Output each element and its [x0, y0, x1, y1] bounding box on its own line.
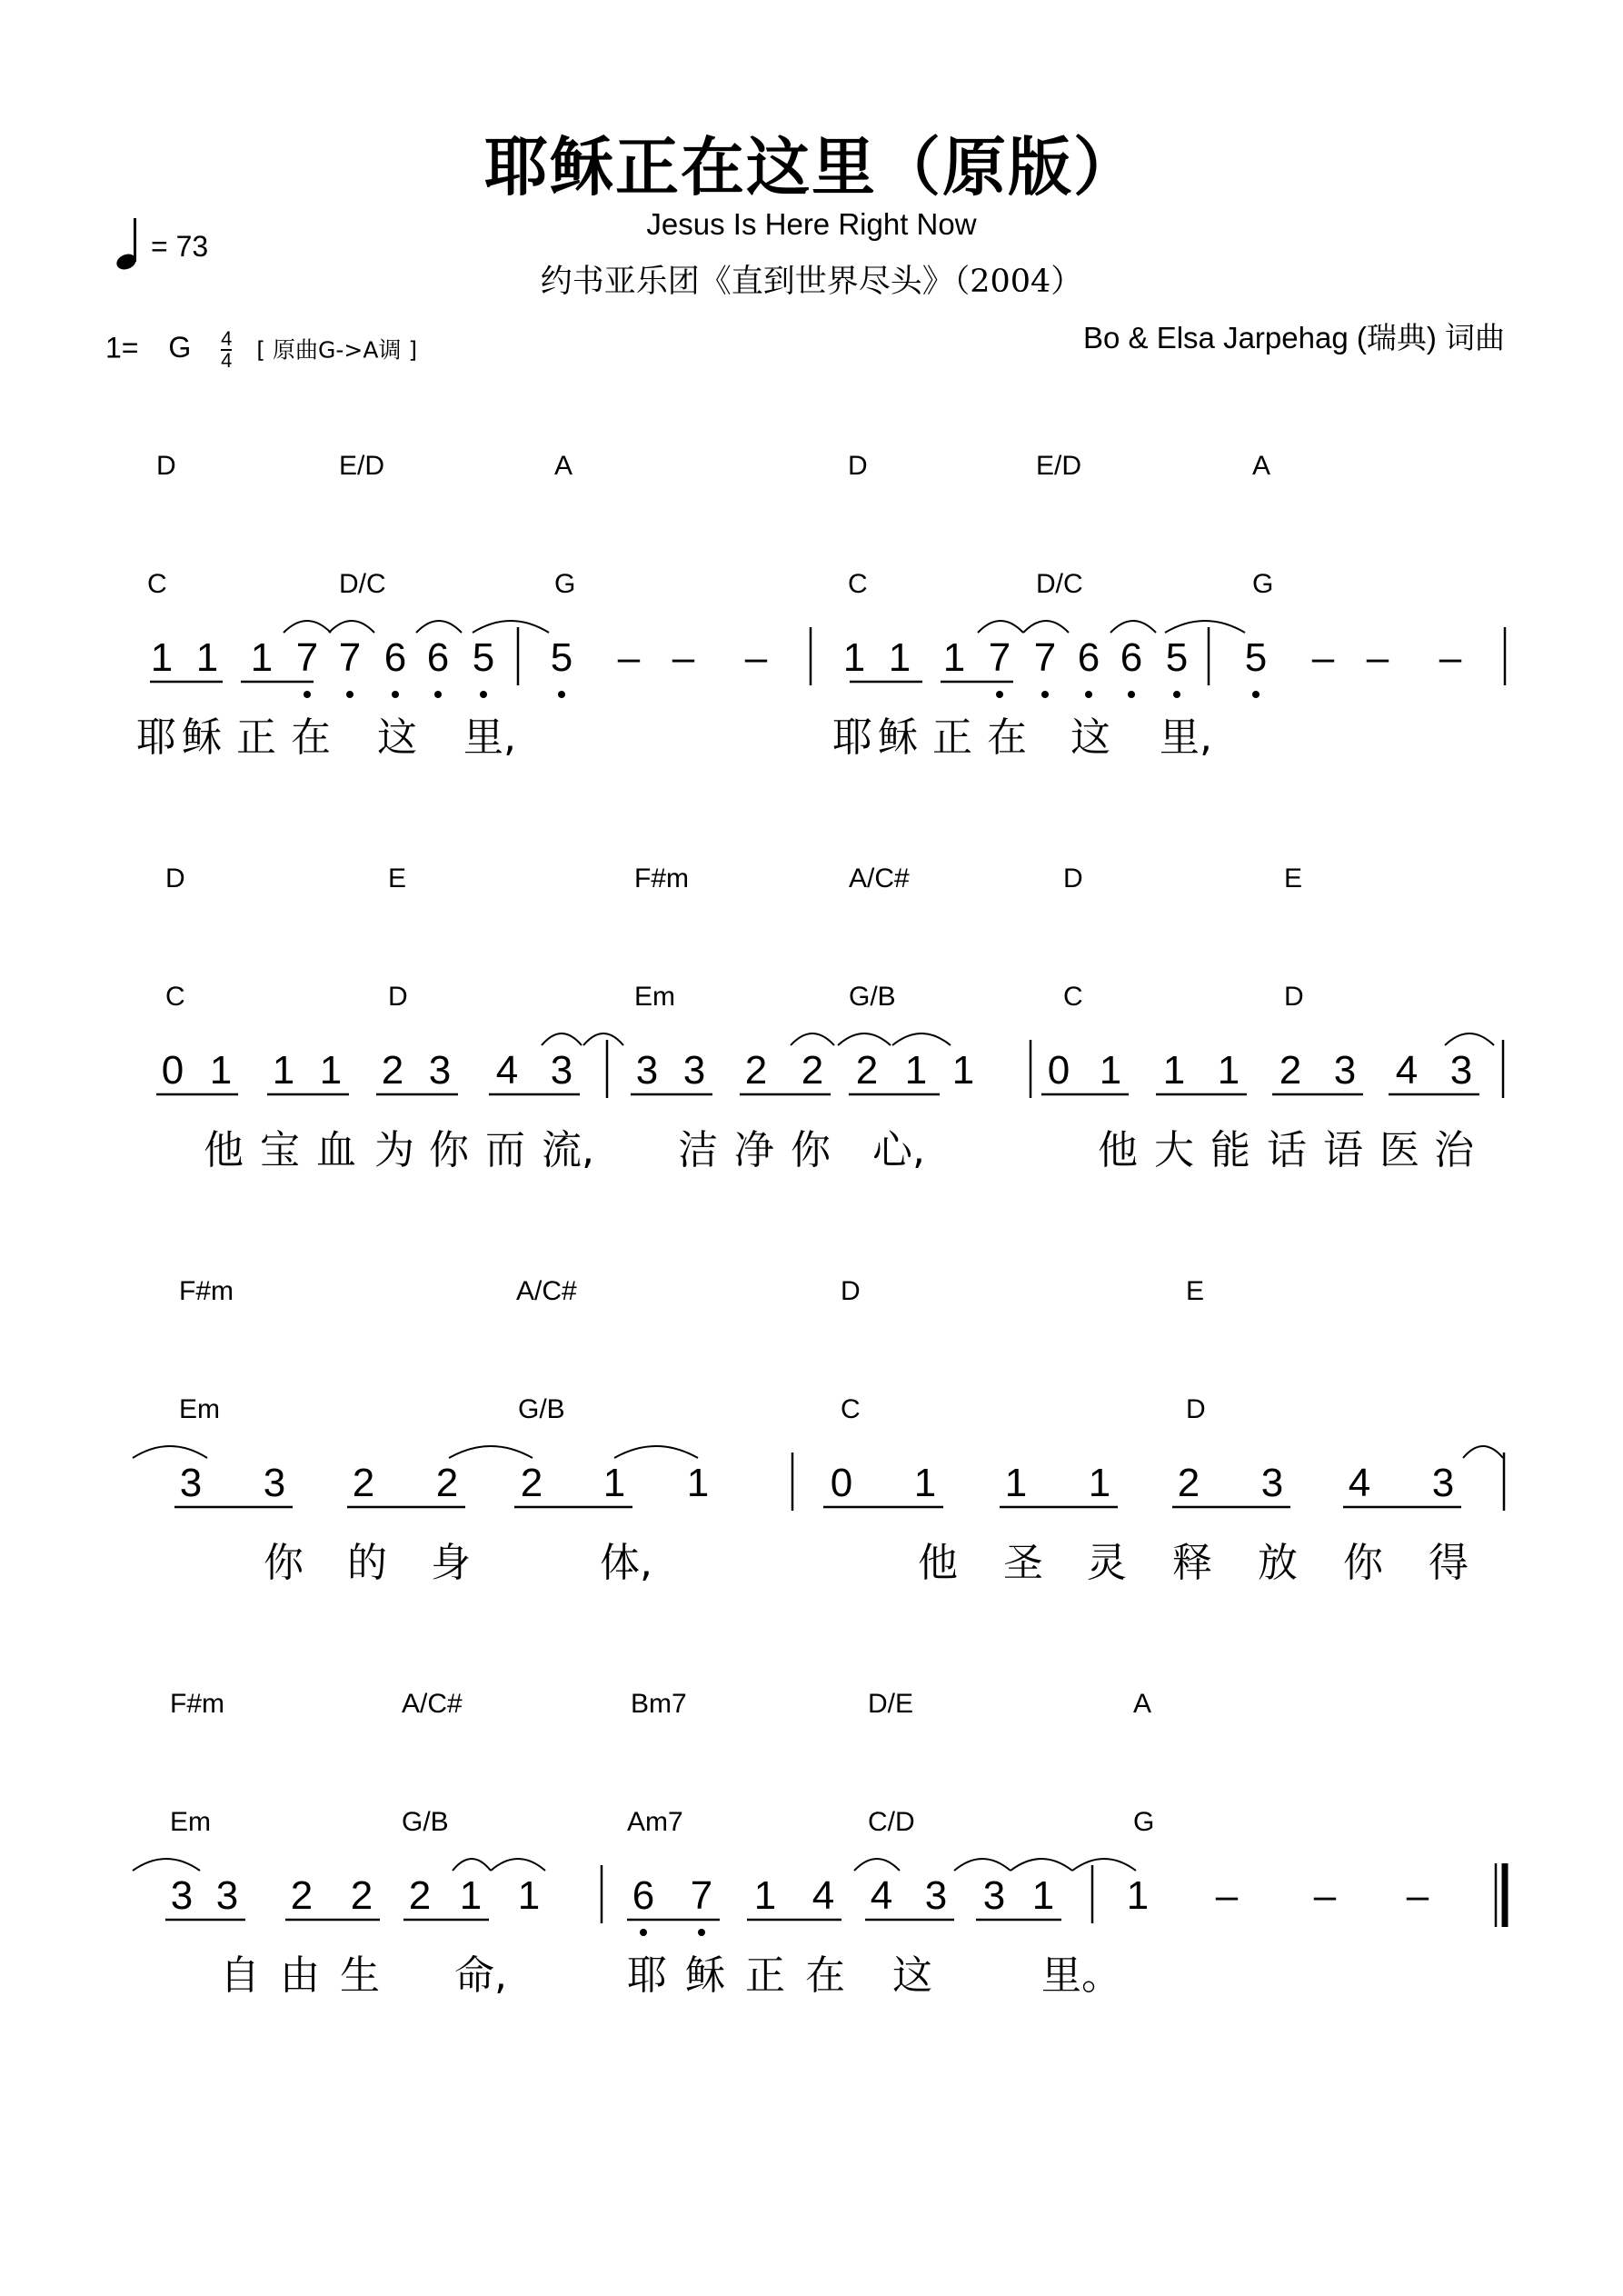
- note: 1: [459, 1873, 483, 1918]
- tie-slur: [1463, 1446, 1503, 1458]
- note: 1: [942, 635, 966, 680]
- chord-lower: Em: [634, 982, 675, 1012]
- note: 2: [855, 1048, 879, 1093]
- lyric-syllable: 治: [1434, 1127, 1474, 1173]
- note: 3: [982, 1873, 1006, 1918]
- tie-slur: [614, 1446, 698, 1458]
- low-octave-dot: [1173, 691, 1180, 698]
- lyric-syllable: 在: [805, 1952, 845, 1999]
- note: 0: [1047, 1048, 1070, 1093]
- lyric-syllable: 大: [1154, 1127, 1194, 1173]
- tie-slur: [449, 1446, 533, 1458]
- chord-upper: F#m: [634, 863, 689, 893]
- note: 4: [1348, 1461, 1371, 1505]
- lyric-syllable: 放: [1258, 1540, 1298, 1586]
- note: 2: [381, 1048, 404, 1093]
- note: 3: [263, 1461, 286, 1505]
- song-title: 耶稣正在这里（原版）: [484, 130, 1139, 205]
- sustain-dash: –: [1215, 1873, 1239, 1918]
- chord-lower: D: [1186, 1394, 1206, 1424]
- note: 1: [1162, 1048, 1186, 1093]
- low-octave-dot: [1041, 691, 1049, 698]
- tie-slur: [791, 1033, 834, 1045]
- low-octave-dot: [346, 691, 353, 698]
- chord-lower: C: [147, 569, 167, 599]
- tie-slur: [854, 1859, 900, 1871]
- chord-lower: D: [1284, 982, 1304, 1012]
- lyric-syllable: 医: [1379, 1127, 1419, 1173]
- chord-upper: D: [156, 451, 176, 481]
- low-octave-dot: [1128, 691, 1135, 698]
- chord-lower: D: [388, 982, 408, 1012]
- note: 4: [1395, 1048, 1419, 1093]
- chord-lower: G: [1133, 1807, 1155, 1837]
- low-octave-dot: [698, 1929, 705, 1936]
- chord-lower: Am7: [627, 1807, 683, 1837]
- lyric-syllable: 血: [316, 1127, 356, 1173]
- tie-slur: [329, 621, 374, 633]
- tie-slur: [453, 1859, 491, 1871]
- lyric-syllable: 里,: [463, 714, 516, 761]
- english-subtitle: Jesus Is Here Right Now: [646, 207, 977, 241]
- note: 1: [1126, 1873, 1150, 1918]
- note: 7: [338, 635, 362, 680]
- note: 1: [842, 635, 866, 680]
- lyric-syllable: 稣: [182, 714, 222, 761]
- time-bottom: 4: [221, 349, 233, 372]
- note: 5: [472, 635, 495, 680]
- tie-slur: [1072, 1859, 1136, 1871]
- note: 5: [1244, 635, 1268, 680]
- lyric-syllable: 这: [377, 714, 417, 761]
- chord-upper: E: [1284, 863, 1303, 893]
- note: 2: [1279, 1048, 1302, 1093]
- chord-lower: C: [848, 569, 868, 599]
- note: 3: [1260, 1461, 1284, 1505]
- lyric-syllable: 心,: [872, 1127, 925, 1173]
- tie-slur: [416, 621, 462, 633]
- note: 1: [517, 1873, 541, 1918]
- lyric-syllable: 为: [374, 1127, 414, 1173]
- chord-lower: G/B: [849, 982, 896, 1012]
- note: 1: [686, 1461, 710, 1505]
- note: 0: [830, 1461, 853, 1505]
- note: 1: [319, 1048, 343, 1093]
- lyric-syllable: 语: [1323, 1127, 1363, 1173]
- tie-slur: [1110, 621, 1156, 633]
- note: 7: [1033, 635, 1057, 680]
- composer-credit: Bo & Elsa Jarpehag (瑞典) 词曲: [1083, 321, 1505, 354]
- note: 7: [988, 635, 1011, 680]
- chord-upper: D: [165, 863, 185, 893]
- sustain-dash: –: [1313, 1873, 1337, 1918]
- note: 1: [1217, 1048, 1240, 1093]
- tie-slur: [133, 1446, 207, 1458]
- note: 1: [888, 635, 911, 680]
- low-octave-dot: [1252, 691, 1260, 698]
- lyric-syllable: 而: [485, 1127, 525, 1173]
- lyric-syllable: 圣: [1003, 1540, 1043, 1586]
- lyric-syllable: 在: [987, 714, 1027, 761]
- lyric-syllable: 正: [932, 714, 972, 761]
- note: 4: [812, 1873, 835, 1918]
- lyric-syllable: 他: [204, 1127, 244, 1173]
- lyric-syllable: 他: [918, 1540, 958, 1586]
- note: 3: [179, 1461, 203, 1505]
- note: 1: [602, 1461, 626, 1505]
- lyric-syllable: 这: [892, 1952, 932, 1999]
- sustain-dash: –: [1406, 1873, 1429, 1918]
- chord-upper: E: [1186, 1276, 1205, 1306]
- lyric-syllable: 稣: [685, 1952, 725, 1999]
- lyric-syllable: 稣: [878, 714, 918, 761]
- lyric-syllable: 你: [1343, 1540, 1383, 1586]
- lyric-syllable: 你: [264, 1540, 304, 1586]
- note: 2: [1177, 1461, 1200, 1505]
- chord-upper: D: [848, 451, 868, 481]
- sustain-dash: –: [672, 635, 695, 680]
- lyric-syllable: 释: [1172, 1540, 1212, 1586]
- tie-slur: [1023, 621, 1069, 633]
- note: 2: [408, 1873, 432, 1918]
- tie-slur: [892, 1033, 951, 1045]
- low-octave-dot: [434, 691, 442, 698]
- chord-lower: Em: [170, 1807, 211, 1837]
- chord-lower: G/B: [518, 1394, 565, 1424]
- lyric-syllable: 你: [791, 1127, 831, 1173]
- note: 3: [170, 1873, 194, 1918]
- chord-upper: F#m: [170, 1689, 224, 1719]
- low-octave-dot: [996, 691, 1003, 698]
- note: 6: [1120, 635, 1143, 680]
- tie-slur: [1165, 621, 1245, 633]
- chord-upper: A: [1252, 451, 1271, 481]
- tie-slur: [1011, 1859, 1072, 1871]
- note: 3: [428, 1048, 452, 1093]
- sustain-dash: –: [744, 635, 768, 680]
- note: 1: [753, 1873, 777, 1918]
- lyric-syllable: 耶: [136, 714, 176, 761]
- lyric-syllable: 正: [236, 714, 276, 761]
- note: 5: [550, 635, 573, 680]
- chord-upper: D/E: [868, 1689, 914, 1719]
- lyric-syllable: 身: [431, 1540, 471, 1586]
- chord-upper: A/C#: [516, 1276, 577, 1306]
- note: 6: [383, 635, 407, 680]
- note: 1: [250, 635, 274, 680]
- lyric-syllable: 净: [734, 1127, 774, 1173]
- note: 7: [690, 1873, 713, 1918]
- chord-lower: D/C: [339, 569, 386, 599]
- note: 3: [215, 1873, 239, 1918]
- note: 3: [682, 1048, 706, 1093]
- lyric-syllable: 由: [280, 1952, 320, 1999]
- note: 3: [1449, 1048, 1473, 1093]
- chord-lower: Em: [179, 1394, 220, 1424]
- lyric-syllable: 你: [429, 1127, 469, 1173]
- chord-upper: F#m: [179, 1276, 234, 1306]
- tie-slur: [954, 1859, 1011, 1871]
- lyric-syllable: 他: [1098, 1127, 1138, 1173]
- note: 3: [550, 1048, 573, 1093]
- lyric-syllable: 耶: [832, 714, 872, 761]
- lyric-syllable: 体,: [600, 1540, 652, 1586]
- chord-upper: D: [1063, 863, 1083, 893]
- lyric-syllable: 灵: [1087, 1540, 1127, 1586]
- tie-slur: [284, 621, 331, 633]
- note: 3: [1333, 1048, 1357, 1093]
- note: 0: [161, 1048, 184, 1093]
- lyric-syllable: 耶: [627, 1952, 667, 1999]
- chord-upper: A/C#: [849, 863, 910, 893]
- note: 1: [209, 1048, 233, 1093]
- lyric-syllable: 里。: [1041, 1952, 1121, 1999]
- note: 2: [435, 1461, 459, 1505]
- low-octave-dot: [304, 691, 311, 698]
- lyric-syllable: 这: [1070, 714, 1110, 761]
- note: 3: [635, 1048, 659, 1093]
- note: 2: [290, 1873, 314, 1918]
- lyric-syllable: 自: [220, 1952, 260, 1999]
- note: 2: [744, 1048, 768, 1093]
- note: 2: [350, 1873, 373, 1918]
- note: 1: [195, 635, 219, 680]
- tempo-value: = 73: [151, 230, 209, 263]
- sustain-dash: –: [617, 635, 641, 680]
- sustain-dash: –: [1439, 635, 1462, 680]
- chord-upper: D: [841, 1276, 861, 1306]
- low-octave-dot: [1085, 691, 1092, 698]
- chord-lower: C: [841, 1394, 861, 1424]
- chord-lower: C/D: [868, 1807, 915, 1837]
- note: 2: [520, 1461, 543, 1505]
- lyric-syllable: 正: [745, 1952, 785, 1999]
- note: 1: [1004, 1461, 1028, 1505]
- tie-slur: [133, 1859, 200, 1871]
- low-octave-dot: [392, 691, 399, 698]
- chord-lower: G/B: [402, 1807, 449, 1837]
- chord-lower: G: [554, 569, 576, 599]
- time-top: 4: [221, 327, 233, 350]
- note: 3: [924, 1873, 948, 1918]
- note: 1: [150, 635, 174, 680]
- chord-lower: D/C: [1036, 569, 1083, 599]
- lyric-syllable: 洁: [678, 1127, 718, 1173]
- note: 6: [1077, 635, 1100, 680]
- tie-slur: [491, 1859, 545, 1871]
- note: 1: [1031, 1873, 1055, 1918]
- note: 7: [295, 635, 319, 680]
- chord-lower: C: [1063, 982, 1083, 1012]
- lyric-syllable: 能: [1210, 1127, 1250, 1173]
- chord-upper: E/D: [339, 451, 385, 481]
- tie-slur: [583, 1033, 623, 1045]
- note: 6: [426, 635, 450, 680]
- chord-lower: G: [1252, 569, 1274, 599]
- low-octave-dot: [640, 1929, 647, 1936]
- tie-slur: [1445, 1033, 1494, 1045]
- chord-upper: A: [554, 451, 573, 481]
- tie-slur: [473, 621, 549, 633]
- note: 2: [352, 1461, 375, 1505]
- key-note: G: [168, 331, 192, 364]
- lyric-syllable: 流,: [542, 1127, 594, 1173]
- chord-lower: C: [165, 982, 185, 1012]
- lyric-syllable: 宝: [260, 1127, 300, 1173]
- key-label: 1=: [105, 331, 139, 364]
- chord-upper: E: [388, 863, 407, 893]
- chord-upper: E/D: [1036, 451, 1082, 481]
- note: 2: [801, 1048, 824, 1093]
- tie-slur: [542, 1033, 582, 1045]
- lyric-syllable: 在: [291, 714, 331, 761]
- chord-upper: A: [1133, 1689, 1152, 1719]
- note: 5: [1165, 635, 1189, 680]
- lyric-syllable: 的: [347, 1540, 387, 1586]
- tie-slur: [978, 621, 1023, 633]
- note: 1: [913, 1461, 937, 1505]
- lyric-syllable: 得: [1429, 1540, 1469, 1586]
- lyric-syllable: 里,: [1160, 714, 1212, 761]
- lyric-syllable: 话: [1267, 1127, 1307, 1173]
- note: 3: [1431, 1461, 1455, 1505]
- tie-slur: [838, 1033, 891, 1045]
- note: 1: [272, 1048, 295, 1093]
- note: 4: [495, 1048, 519, 1093]
- sustain-dash: –: [1366, 635, 1389, 680]
- lyric-syllable: 命,: [454, 1952, 507, 1999]
- low-octave-dot: [480, 691, 487, 698]
- note: 1: [904, 1048, 928, 1093]
- lyric-syllable: 生: [340, 1952, 380, 1999]
- note: 1: [1088, 1461, 1111, 1505]
- note: 1: [951, 1048, 975, 1093]
- note: 6: [632, 1873, 655, 1918]
- note: 1: [1099, 1048, 1122, 1093]
- album-subtitle: 约书亚乐团《直到世界尽头》（2004）: [540, 264, 1083, 300]
- low-octave-dot: [558, 691, 565, 698]
- chord-upper: A/C#: [402, 1689, 463, 1719]
- chord-upper: Bm7: [631, 1689, 687, 1719]
- note: 4: [870, 1873, 893, 1918]
- sustain-dash: –: [1311, 635, 1335, 680]
- original-key-note: [ 原曲G->A调 ]: [256, 336, 418, 364]
